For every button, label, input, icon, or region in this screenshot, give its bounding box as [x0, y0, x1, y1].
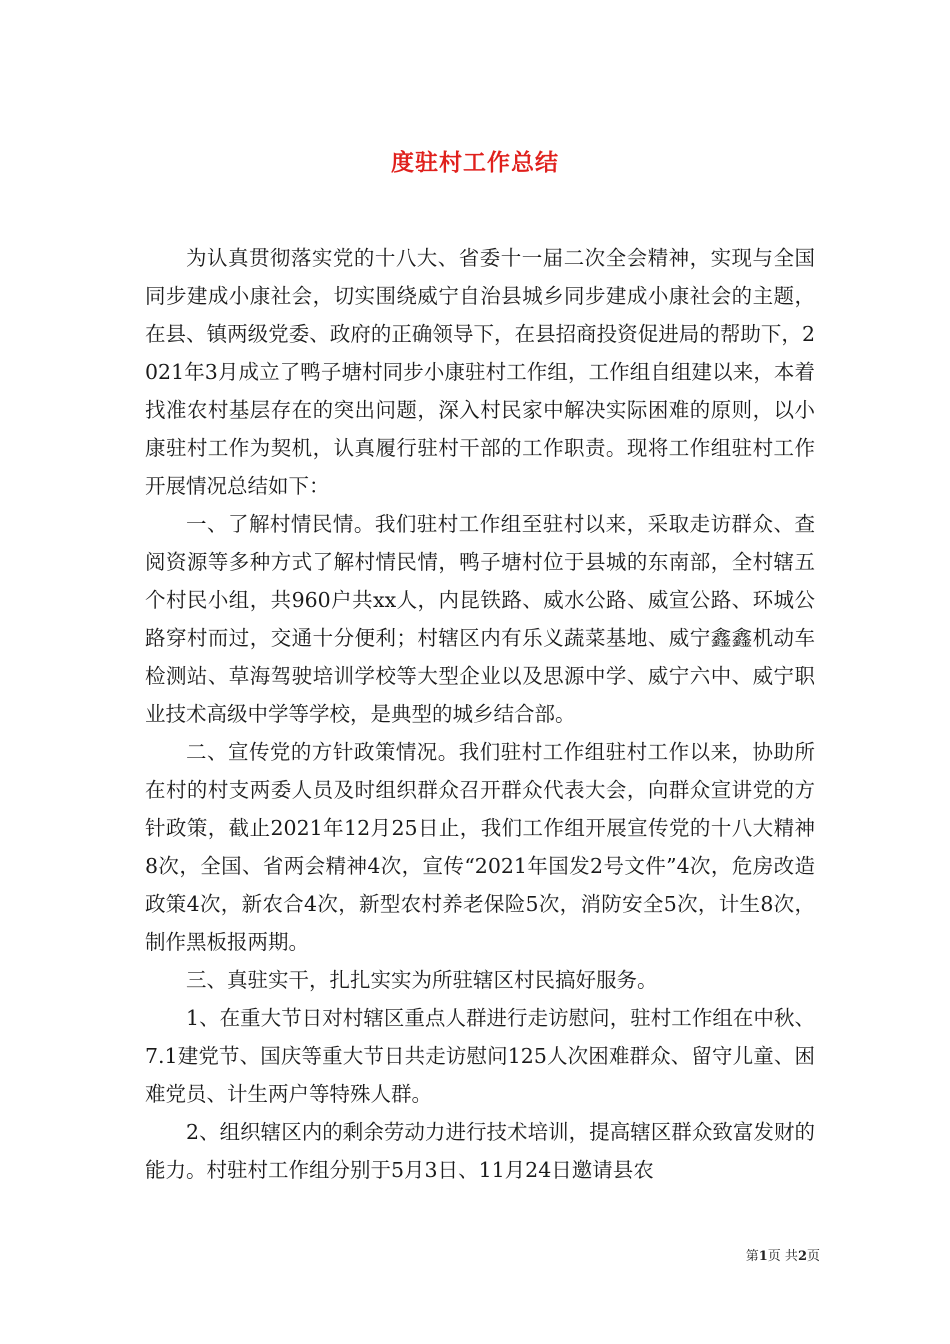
paragraph-section-2: 二、宣传党的方针政策情况。我们驻村工作组驻村工作以来，协助所在村的村支两委人员及时组织群众召开群众代表大会，向群众宣讲党的方针政策，截止2021年12月25日止，我们工作组开展宣传党的十八大精神8次，全国、省两会精神4次，宣传“2021年国发2号文件”4次，危房改造政策4次，新农合4次，新型农村养老保险5次，消防安全5次，计生8次，制作黑板报两期。	[145, 740, 815, 954]
paragraph-intro: 为认真贯彻落实党的十八大、省委十一届二次全会精神，实现与全国同步建成小康社会，切实围绕威宁自治县城乡同步建成小康社会的主题，在县、镇两级党委、政府的正确领导下，在县招商投资促进局的帮助下，2021年3月成立了鸭子塘村同步小康驻村工作组，工作组自组建以来，本着找准农村基层存在的突出问题，深入村民家中解决实际困难的原则，以小康驻村工作为契机，认真履行驻村干部的工作职责。现将工作组驻村工作开展情况总结如下：	[145, 246, 815, 498]
page-number-footer	[700, 1248, 820, 1266]
paragraph-section-1: 一、了解村情民情。我们驻村工作组至驻村以来，采取走访群众、查阅资源等多种方式了解村情民情，鸭子塘村位于县城的东南部，全村辖五个村民小组，共960户共xx人，内昆铁路、威水公路、威宣公路、环城公路穿村而过，交通十分便利；村辖区内有乐义蔬菜基地、威宁鑫鑫机动车检测站、草海驾驶培训学校等大型企业以及思源中学、威宁六中、威宁职业技术高级中学等学校，是典型的城乡结合部。	[145, 512, 815, 726]
document-body	[145, 239, 815, 1189]
document-title: 度驻村工作总结	[391, 149, 559, 177]
page-prefix: 第	[745, 1249, 759, 1264]
page-total: 2	[797, 1249, 807, 1264]
paragraph-item-1: 1、在重大节日对村辖区重点人群进行走访慰问，驻村工作组在中秋、7.1建党节、国庆等重大节日共走访慰问125人次困难群众、留守儿童、困难党员、计生两户等特殊人群。	[145, 1006, 815, 1106]
paragraph-item-2: 2、组织辖区内的剩余劳动力进行技术培训，提高辖区群众致富发财的能力。村驻村工作组分别于5月3日、11月24日邀请县农	[145, 1120, 815, 1182]
paragraph-section-3: 三、真驻实干，扎扎实实为所驻辖区村民搞好服务。	[186, 968, 658, 992]
page-mid: 页 共	[767, 1249, 798, 1264]
page-current: 1	[758, 1249, 768, 1264]
page-suffix: 页	[806, 1249, 820, 1264]
